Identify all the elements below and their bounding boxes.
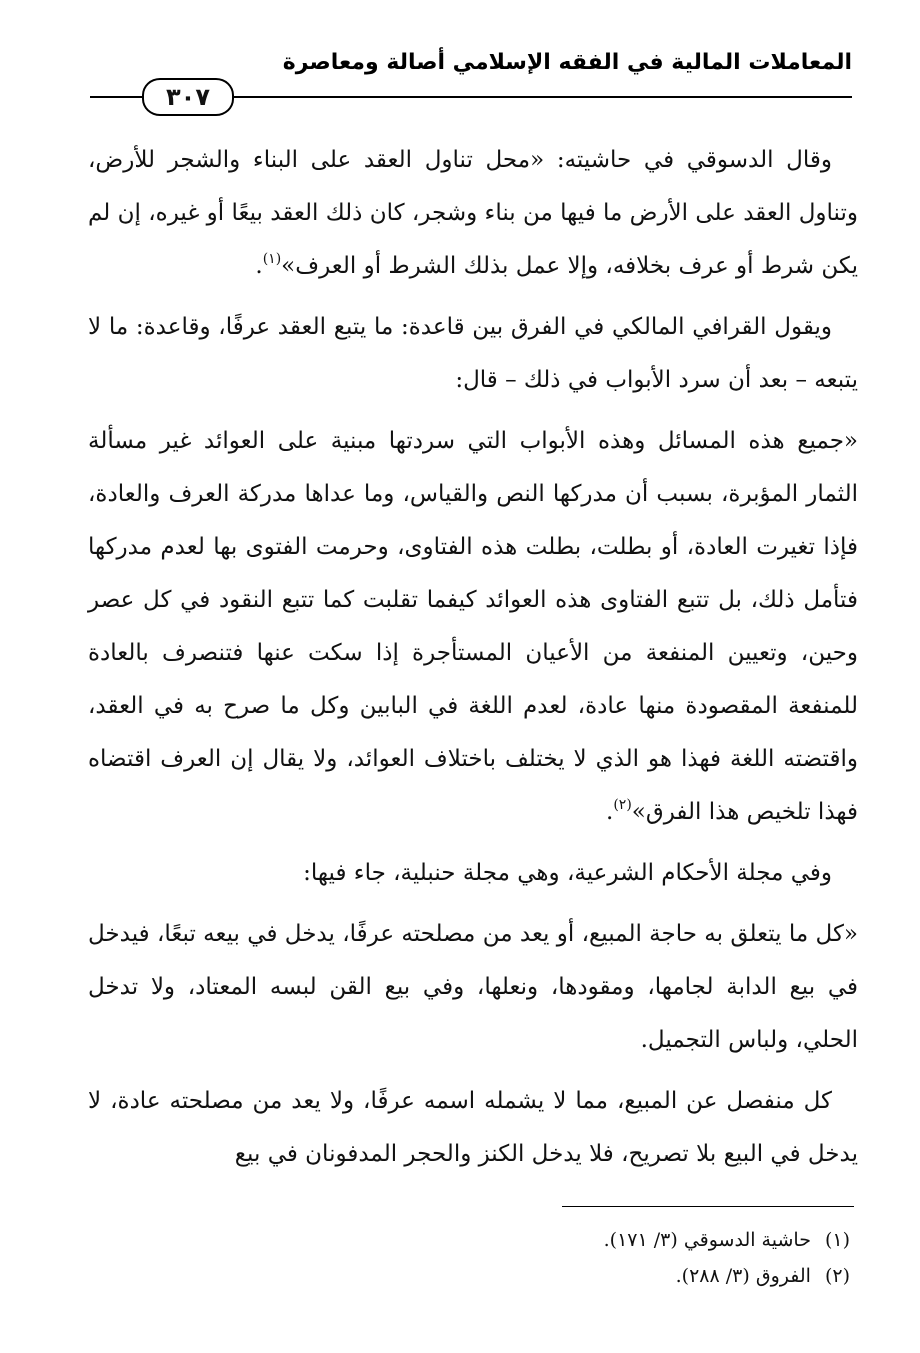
footnote-text: الفروق (٣/ ٢٨٨).: [675, 1265, 811, 1287]
page-number: ٣٠٧: [142, 78, 234, 116]
paragraph-majalla-intro: وفي مجلة الأحكام الشرعية، وهي مجلة حنبلية، جاء فيها:: [303, 860, 832, 886]
paragraph-text: وقال الدسوقي في حاشيته: «محل تناول العقد على البناء والشجر للأرض، وتناول العقد على الأرض ما فيها من بناء وشجر، كان ذلك العقد بيعًا أو غيره، إن لم يكن شرط أو عرف بخلافه، وإلا عمل بذلك الشرط أو العرف»: [88, 147, 858, 279]
paragraph-qarafi-quote: «جميع هذه المسائل وهذه الأبواب التي سردتها مبنية على العوائد غير مسألة الثمار المؤبرة، بسبب أن مدركها النص والقياس، وما عداها مدركة العرف والعادة، فإذا تغيرت العادة، أو بطلت، بطلت هذه الفتاوى، وحرمت الفتوى بها لعدم مدركها فتأمل ذلك، بل تتبع الفتاوى هذه العوائد كيفما تقلبت كما تتبع النقود في كل عصر وحين، وتعيين المنفعة من الأعيان المستأجرة إذا سكت عنها فتنصرف بالعادة للمنفعة المقصودة منها عادة، لعدم اللغة في البابين وكل ما صرح به في العقد، واقتضته اللغة فهذا هو الذي لا يختلف باختلاف العوائد، ولا يقال إن العرف اقتضاه فهذا تلخيص هذا الفرق»$^{(٢)}$.: [88, 428, 858, 825]
paragraph-dasuqi: وقال الدسوقي في حاشيته: «محل تناول العقد على البناء والشجر للأرض، وتناول العقد على الأرض ما فيها من بناء وشجر، كان ذلك العقد بيعًا أو غيره، إن لم يكن شرط أو عرف بخلافه، وإلا عمل بذلك الشرط أو العرف»$^{(١)}$.: [88, 147, 858, 279]
footnote-number: (٢): [824, 1265, 850, 1287]
paragraph-majalla-quote-1: «كل ما يتعلق به حاجة المبيع، أو يعد من مصلحته عرفًا، يدخل في بيعه تبعًا، فيدخل في بيع الدابة لجامها، ومقودها، ونعلها، وفي بيع القن لبسه المعتاد، ولا تدخل الحلي، ولباس التجميل.: [88, 921, 858, 1053]
footnote-mark-1: (١): [262, 251, 282, 267]
footnotes: [604, 1224, 850, 1296]
footnote-1: [604, 1224, 850, 1256]
paragraph-majalla-quote-2: كل منفصل عن المبيع، مما لا يشمله اسمه عرفًا، ولا يعد من مصلحته عادة، لا يدخل في البيع بلا تصريح، فلا يدخل الكنز والحجر المدفونان في بيع: [88, 1088, 858, 1167]
footnote-text: حاشية الدسوقي (٣/ ١٧١).: [603, 1229, 811, 1251]
footnote-mark-2: (٢): [613, 797, 632, 813]
running-title: المعاملات المالية في الفقه الإسلامي أصالة ومعاصرة: [282, 50, 852, 75]
body-text: [88, 134, 858, 1189]
paragraph-text: «جميع هذه المسائل وهذه الأبواب التي سردتها مبنية على العوائد غير مسألة الثمار المؤبرة، بسبب أن مدركها النص والقياس، وما عداها مدركة العرف والعادة، فإذا تغيرت العادة، أو بطلت، بطلت هذه الفتاوى، وحرمت الفتوى بها لعدم مدركها فتأمل ذلك، بل تتبع الفتاوى هذه العوائد كيفما تقلبت كما تتبع النقود في كل عصر وحين، وتعيين المنفعة من الأعيان المستأجرة إذا سكت عنها فتنصرف بالعادة للمنفعة المقصودة منها عادة، لعدم اللغة في البابين وكل ما صرح به في العقد، واقتضته اللغة فهذا هو الذي لا يختلف باختلاف العوائد، ولا يقال إن العرف اقتضاه فهذا تلخيص هذا الفرق»: [88, 428, 858, 825]
footnote-number: (١): [824, 1229, 850, 1251]
paragraph-qarafi-intro: ويقول القرافي المالكي في الفرق بين قاعدة: ما يتبع العقد عرفًا، وقاعدة: ما لا يتبعه – بعد أن سرد الأبواب في ذلك – قال:: [88, 314, 858, 393]
footnote-rule: [562, 1206, 854, 1207]
footnote-2: [604, 1260, 850, 1292]
